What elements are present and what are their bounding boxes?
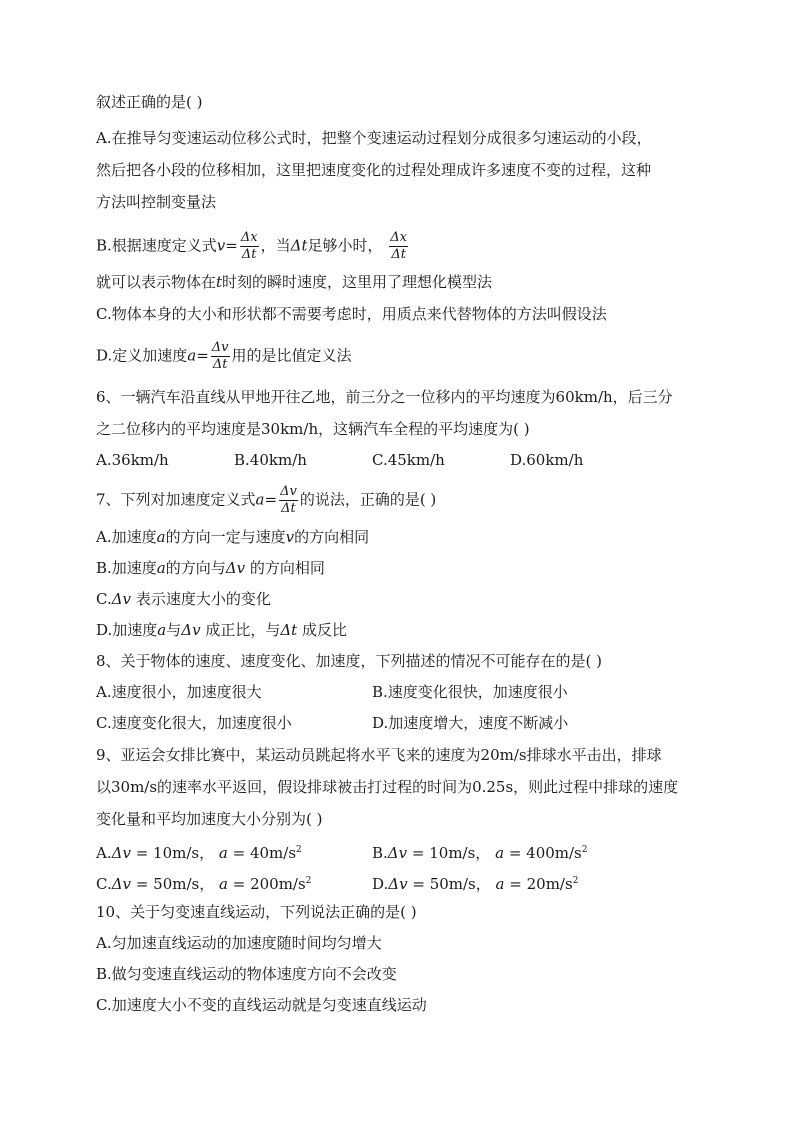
q6-option-b: B.40km/h xyxy=(234,451,307,469)
q7-option-d: D.加速度a与Δv 成正比，与Δt 成反比 xyxy=(96,621,348,639)
q6-option-d: D.60km/h xyxy=(510,451,584,469)
q6-option-c: C.45km/h xyxy=(372,451,445,469)
q9-option-d: D.Δv = 50m/s， $a = 20m/s^2$ xyxy=(372,875,579,893)
q7-option-c: C.Δv 表示速度大小的变化 xyxy=(96,590,271,608)
acceleration-fraction: $\frac{\Delta v}{\Delta t}$ xyxy=(280,484,297,516)
velocity-fraction-2: $\frac{\Delta x}{\Delta t}$ xyxy=(390,230,408,262)
q10-option-c: C.加速度大小不变的直线运动就是匀变速直线运动 xyxy=(96,996,427,1014)
q8-stem: 8、关于物体的速度、速度变化、加速度，下列描述的情况不可能存在的是( ) xyxy=(96,652,603,670)
q6-line1: 6、一辆汽车沿直线从甲地开往乙地，前三分之一位移内的平均速度为60km/h，后三分 xyxy=(96,388,673,406)
q8-option-b: B.速度变化很快，加速度很小 xyxy=(372,683,568,701)
q5-option-d: D.定义加速度a= $\frac{\Delta v}{\Delta t}$ 用的是比值定义法 xyxy=(96,340,352,372)
q5-stem-end: 叙述正确的是( ) xyxy=(96,93,203,111)
q5-option-b-line2: 就可以表示物体在t时刻的瞬时速度，这里用了理想化模型法 xyxy=(96,273,493,291)
q8-option-a: A.速度很小，加速度很大 xyxy=(96,683,262,701)
q9-option-b: B.Δv = 10m/s， $a = 400m/s^2$ xyxy=(372,844,588,862)
q5-option-a-line1: A.在推导匀变速运动位移公式时，把整个变速运动过程划分成很多匀速运动的小段， xyxy=(96,129,652,147)
q5-option-b-line1: B.根据速度定义式v= $\frac{\Delta x}{\Delta t}$ ，当Δt足够小时， $\frac{\Delta x}{\Delta t}$ xyxy=(96,230,408,262)
q9-line3: 变化量和平均加速度大小分别为( ) xyxy=(96,810,323,828)
q9-line1: 9、亚运会女排比赛中，某运动员跳起将水平飞来的速度为20m/s排球水平击出，排球 xyxy=(96,746,662,764)
q9-line2: 以30m/s的速率水平返回，假设排球被击打过程的时间为0.25s，则此过程中排球的速度 xyxy=(96,778,679,796)
q8-option-c: C.速度变化很大，加速度很小 xyxy=(96,714,292,732)
q7-stem: 7、下列对加速度定义式a= $\frac{\Delta v}{\Delta t}$ 的说法，正确的是( ) xyxy=(96,484,437,516)
q10-option-a: A.匀加速直线运动的加速度随时间均匀增大 xyxy=(96,934,382,952)
q6-option-a: A.36km/h xyxy=(96,451,169,469)
q5-option-a-line2: 然后把各小段的位移相加，这里把速度变化的过程处理成许多速度不变的过程，这种 xyxy=(96,161,652,179)
q6-line2: 之二位移内的平均速度是30km/h，这辆汽车全程的平均速度为( ) xyxy=(96,420,530,438)
q9-option-c: C.Δv = 50m/s， $a = 200m/s^2$ xyxy=(96,875,312,893)
acceleration-fraction: $\frac{\Delta v}{\Delta t}$ xyxy=(211,340,229,372)
q10-option-b: B.做匀变速直线运动的物体速度方向不会改变 xyxy=(96,965,397,983)
q9-option-a: A.Δv = 10m/s， $a = 40m/s^2$ xyxy=(96,844,302,862)
q7-option-a: A.加速度a的方向一定与速度v的方向相同 xyxy=(96,528,370,546)
q5-option-c: C.物体本身的大小和形状都不需要考虑时，用质点来代替物体的方法叫假设法 xyxy=(96,305,607,323)
q5-option-a-line3: 方法叫控制变量法 xyxy=(96,193,217,211)
velocity-fraction: $\frac{\Delta x}{\Delta t}$ xyxy=(240,230,258,262)
q7-option-b: B.加速度a的方向与Δv 的方向相同 xyxy=(96,559,325,577)
q10-stem: 10、关于匀变速直线运动，下列说法正确的是( ) xyxy=(96,903,417,921)
q8-option-d: D.加速度增大，速度不断减小 xyxy=(372,714,569,732)
